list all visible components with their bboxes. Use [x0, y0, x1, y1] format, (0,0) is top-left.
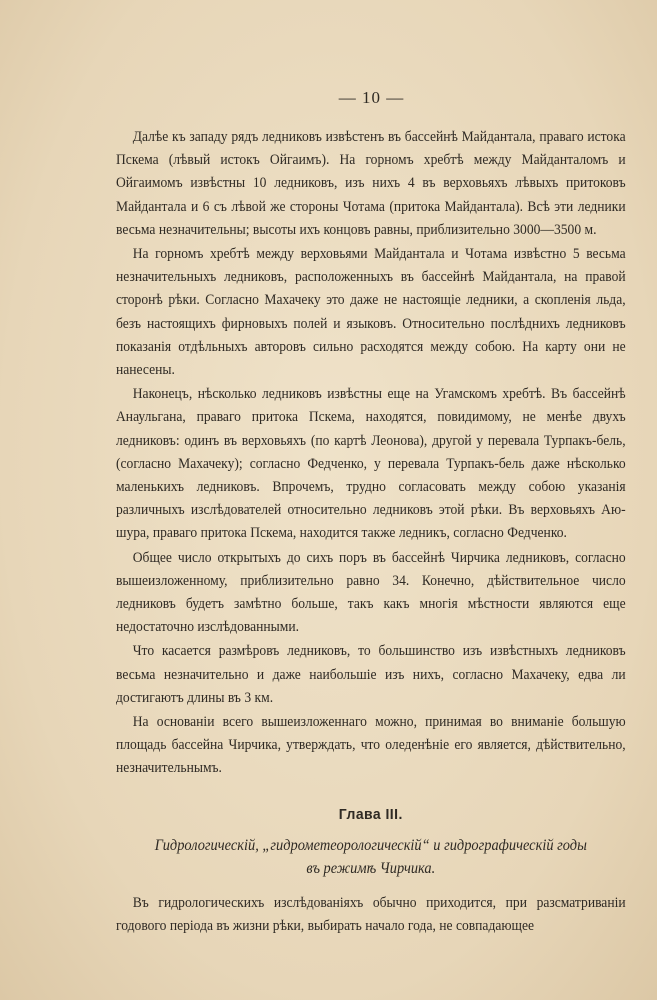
chapter-subtitle [116, 834, 626, 880]
chapter-subtitle-line-1: Гидрологическій, „гидрометеорологическій“ и гидрографическій годы [154, 836, 587, 854]
body-text [116, 126, 626, 938]
paragraph-7: Въ гидрологическихъ изслѣдованіяхъ обычно приходится, при разсматриваніи годового періода въ жизни рѣки, выбирать начало года, не совпадающее [116, 894, 626, 935]
paragraph-6: На основаніи всего вышеизложеннаго можно, принимая во вниманіе большую площадь бассейна Чирчика, утверждать, что оледенѣніе его является, дѣйствительно, незначительнымъ. [116, 714, 626, 777]
page-number: — 10 — [338, 88, 405, 107]
paragraph-4: Общее число открытыхъ до сихъ поръ въ бассейнѣ Чирчика ледниковъ, согласно вышеизложенному, приблизительно равно 34. Конечно, дѣйствительное число ледниковъ будетъ замѣтно больше, такъ какъ многія мѣстности являются еще недостаточно изслѣдованными. [116, 549, 626, 636]
paragraph-1: Далѣе къ западу рядъ ледниковъ извѣстенъ въ бассейнѣ Майдантала, праваго истока Пскема (лѣвый истокъ Ойгаимъ). На горномъ хребтѣ между Майданталомъ и Ойгаимомъ извѣстны 10 ледниковъ, изъ нихъ 4 въ верховьяхъ лѣвыхъ притоковъ Майдантала и 6 съ лѣвой же стороны Чотама (притока Майдантала). Всѣ эти ледники весьма незначительны; высоты ихъ концовъ равны, приблизительно 3000—3500 м. [116, 129, 626, 238]
paragraph-2: На горномъ хребтѣ между верховьями Майдантала и Чотама извѣстно 5 весьма незначительныхъ ледниковъ, расположенныхъ въ бассейнѣ Майдантала, на правой сторонѣ рѣки. Согласно Махачеку это даже не настоящіе ледники, а скопленія льда, безъ настоящихъ фирновыхъ полей и языковъ. Относительно послѣднихъ ледниковъ показанія отдѣльныхъ авторовъ сильно расходятся между собою. На карту они не нанесены. [116, 246, 626, 379]
chapter-subtitle-line-2: въ режимѣ Чирчика. [306, 859, 436, 877]
chapter-title: Глава III. [338, 805, 403, 823]
paragraph-3: Наконецъ, нѣсколько ледниковъ извѣстны еще на Угамскомъ хребтѣ. Въ бассейнѣ Анаульгана, праваго притока Пскема, находятся, повидимому, не менѣе двухъ ледниковъ: одинъ въ верховьяхъ (по картѣ Леонова), другой у перевала Турпакъ-бель, (согласно Махачеку); согласно Федченко, у перевала Турпакъ-бель даже нѣсколько маленькихъ ледниковъ. Впрочемъ, трудно согласовать между собою указанія различныхъ изслѣдователей относительно ледниковъ этой рѣки. Въ верховьяхъ Аю-шура, праваго притока Пскема, находится также ледникъ, согласно Федченко. [116, 386, 626, 542]
paragraph-5: Что касается размѣровъ ледниковъ, то большинство изъ извѣстныхъ ледниковъ весьма незначительно и даже наибольшіе изъ нихъ, согласно Махачеку, едва ли достигаютъ длины въ 3 км. [116, 643, 626, 706]
